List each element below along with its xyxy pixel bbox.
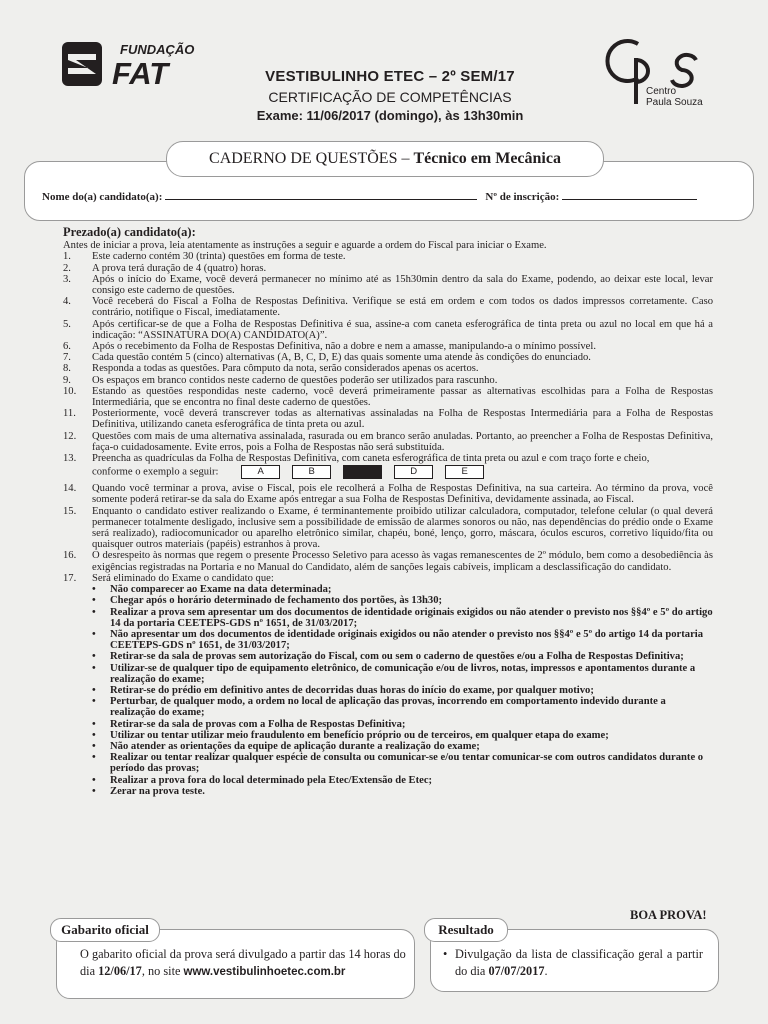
item-13-line2: conforme o exemplo a seguir: [92,466,219,478]
course-name: Técnico em Mecânica [413,150,561,167]
resultado-text-main: Divulgação da lista de classificação geral a partir do dia [455,947,703,978]
gabarito-text-1: O gabarito oficial da prova será divulgado a partir das 14 horas do dia [80,947,406,978]
gabarito-site: www.vestibulinhoetec.com.br [183,966,346,978]
instruction-item [63,431,713,453]
exam-subtitle: CERTIFICAÇÃO DE COMPETÊNCIAS [268,89,512,105]
instruction-item [63,386,713,408]
instruction-item [63,408,713,430]
fundacao-fat-logo [62,40,207,90]
elimination-rule: • Retirar-se da sala de provas sem autorização do Fiscal, com ou sem o caderno de questões e/ou a Folha de Respostas Definitiva; [92,651,713,662]
item-number: 3. [63,273,71,285]
item-13-line1: Preencha as quadrículas da Folha de Respostas Definitiva, com caneta esferográfica de tinta preta ou azul e com traço forte e cheio, [92,453,650,465]
fat-logo-main-text: FAT [112,56,169,90]
inscricao-line [562,190,697,200]
resultado-title: Resultado [424,918,508,942]
resultado-date: 07/07/2017 [488,964,545,978]
instruction-item [63,573,713,584]
instruction-item [63,319,713,341]
item-number: 14. [63,483,77,495]
item-number: 12. [63,430,77,442]
item-text: Este caderno contém 30 (trinta) questões em forma de teste. [92,251,346,263]
item-text: O desrespeito às normas que regem o presente Processo Seletivo para acesso às vagas remanescentes de 2º módulo, bem como a desobediência às exigências registradas na Portaria e no Manual do Candidato, além de sanções legais cabíveis, implicam a desclassificação do candidato. [92,550,713,573]
intro-text: Antes de iniciar a prova, leia atentamente as instruções a seguir e aguarde a ordem do Fiscal para iniciar o Exame. [63,240,547,252]
item-number: 11. [63,408,76,420]
elimination-rules [63,584,713,797]
instruction-item [63,506,713,551]
caderno-title [166,141,604,177]
resultado-end: . [544,964,548,978]
cps-logo-line2: Paula Souza [646,97,703,108]
item-number: 13. [63,453,77,465]
centro-paula-souza-logo [604,38,714,108]
item-number: 10. [63,385,77,397]
bullet-icon: • [443,947,448,961]
resultado-text [443,946,703,980]
gabarito-text [80,946,410,981]
instructions-list [63,251,713,453]
elimination-rule: • Realizar ou tentar realizar qualquer espécie de consulta ou comunicar-se e/ou tentar comunicar-se com outros candidatos durante o período das provas; [92,752,713,774]
instructions-section [63,227,713,797]
item-number: 2. [63,262,71,274]
instruction-item [63,352,713,363]
item-text: Após o recebimento da Folha de Respostas Definitiva, não a dobre e nem a amasse, manipulando-a o mínimo possível. [92,341,596,353]
elimination-rule: • Retirar-se do prédio em definitivo antes de decorridas duas horas do início do exame, por qualquer motivo; [92,685,713,696]
elimination-rule: • Não atender as orientações da equipe de aplicação durante a realização do exame; [92,741,713,752]
item-number: 9. [63,374,71,386]
elimination-rule: • Chegar após o horário determinado de fechamento dos portões, às 13h30; [92,595,713,606]
candidate-info-row [42,190,722,203]
item-number: 4. [63,296,71,308]
answer-option-b: B [292,465,331,479]
item-number: 16. [63,550,77,562]
name-line [165,190,477,200]
instruction-item-13 [63,453,713,479]
elimination-rule: • Não apresentar um dos documentos de identidade originais exigidos ou não atender o previsto nos §§4º e 5º do artigo 14 da portaria CEETEPS-GDS nº 1651, de 31/03/2017; [92,629,713,651]
boa-prova: BOA PROVA! [630,908,707,922]
elimination-rule: • Não comparecer ao Exame na data determinada; [92,584,713,595]
instruction-item [63,296,713,318]
item-number: 7. [63,352,71,364]
item-number: 6. [63,341,71,353]
cps-logo-line1: Centro [646,86,677,97]
item-text: Você receberá do Fiscal a Folha de Respostas Definitiva. Verifique se está em ordem e com todos os dados impressos corretamente. Caso contrário, notifique o Fiscal, imediatamente. [92,296,713,319]
instruction-item [63,375,713,386]
elimination-rule: • Retirar-se da sala de provas com a Folha de Respostas Definitiva; [92,719,713,730]
elimination-rule: • Realizar a prova sem apresentar um dos documentos de identidade originais exigidos ou não atender o previsto nos §§4º e 5º do artigo 14 da portaria CEETEPS-GDS nº 1651, de 31/03/2017; [92,607,713,629]
exam-header [200,68,580,123]
item-number: 8. [63,363,71,375]
answer-option-c-filled [343,465,382,479]
elimination-rule: • Utilizar ou tentar utilizar meio fraudulento em benefício próprio ou de terceiros, em qualquer etapa do exame; [92,730,713,741]
gabarito-text-2: , no site [141,964,184,978]
answer-option-d: D [394,465,433,479]
item-text: Será eliminado do Exame o candidato que: [92,572,274,584]
instruction-item [63,274,713,296]
instruction-item [63,263,713,274]
instruction-item [63,550,713,572]
answer-option-e: E [445,465,484,479]
instruction-item [63,341,713,352]
item-number: 1. [63,251,71,263]
item-text: Após certificar-se de que a Folha de Respostas Definitiva é sua, assine-a com caneta esferográfica de tinta preta ou azul no local em que há a indicação: “ASSINATURA DO(A) CANDIDATO(A)”. [92,318,713,341]
answer-option-a: A [241,465,280,479]
fat-logo-top-text: FUNDAÇÃO [120,42,195,57]
instruction-item [63,251,713,262]
gabarito-title: Gabarito oficial [50,918,160,942]
item-text: Após o início do Exame, você deverá permanecer no mínimo até as 15h30min dentro da sala do Exame, podendo, ao deixar este local, levar consigo este caderno de questões. [92,273,713,297]
item-text: Posteriormente, você deverá transcrever todas as alternativas assinaladas na Folha de Respostas Intermediária para a Folha de Respostas Definitiva, utilizando caneta esferográfica de tinta preta ou azul. [92,408,713,431]
item-number: 17. [63,572,77,584]
item-text: Questões com mais de uma alternativa assinalada, rasurada ou em branco serão anuladas. Portanto, ao preencher a Folha de Respostas Definitiva, faça-o cuidadosamente. Evite erros, pois a Folha de Respostas não será substituída. [92,430,713,453]
exam-date: Exame: 11/06/2017 (domingo), às 13h30min [256,108,524,123]
item-number: 15. [63,505,77,517]
item-text: Estando as questões respondidas neste caderno, você deverá primeiramente passar as alternativas escolhidas para a Folha de Respostas Intermediária, que se encontra no final deste caderno de questões. [92,385,713,409]
answer-example [241,465,484,479]
elimination-rule: • Perturbar, de qualquer modo, a ordem no local de aplicação das provas, incorrendo em comportamento indevido durante a realização do exame; [92,696,713,718]
exam-title: VESTIBULINHO ETEC – 2º SEM/17 [265,68,515,85]
item-text: Responda a todas as questões. Para cômputo da nota, serão considerados apenas os acertos. [92,363,479,375]
instructions-list-b [63,483,713,584]
item-text: Enquanto o candidato estiver realizando o Exame, é terminantemente proibido utilizar calculadora, computador, telefone celular (o qual deverá permanecer totalmente desligado, inclusive sem a possibilidade de emissão de alarmes sonoros ou não, nas dependências do prédio onde o Exame será realizado), radiocomunicador ou aparelho eletrônico similar, chapéu, boné, lenço, gorro, máscara, óculos escuros, corretivo líquido/fita ou quaisquer outros materiais (papéis) estranhos à prova. [92,505,713,551]
instruction-item [63,363,713,374]
gabarito-date: 12/06/17 [98,964,142,978]
item-text: A prova terá duração de 4 (quatro) horas. [92,262,267,274]
item-number: 5. [63,318,71,330]
greeting-heading: Prezado(a) candidato(a): [63,225,196,239]
inscricao-label: Nº de inscrição: [485,191,560,203]
item-text: Quando você terminar a prova, avise o Fiscal, pois ele recolherá a Folha de Respostas Definitiva, na sua carteira. Ao término da prova, você somente poderá retirar-se da sala do Exame após entregar a sua Folha de Respostas Definitiva, devidamente assinada, ao Fiscal. [92,483,713,506]
caderno-prefix: CADERNO DE QUESTÕES – [209,150,414,167]
elimination-rule: • Utilizar-se de qualquer tipo de equipamento eletrônico, de comunicação e/ou de livros, notas, impressos e apontamentos durante a realização do exame; [92,663,713,685]
elimination-rule: • Realizar a prova fora do local determinado pela Etec/Extensão de Etec; [92,775,713,786]
item-text: Os espaços em branco contidos neste caderno de questões poderão ser utilizados para rascunho. [92,374,498,386]
elimination-rule: • Zerar na prova teste. [92,786,713,797]
name-label: Nome do(a) candidato(a): [42,191,163,203]
item-text: Cada questão contém 5 (cinco) alternativas (A, B, C, D, E) das quais somente uma atende às condições do enunciado. [92,352,591,364]
instruction-item [63,483,713,505]
